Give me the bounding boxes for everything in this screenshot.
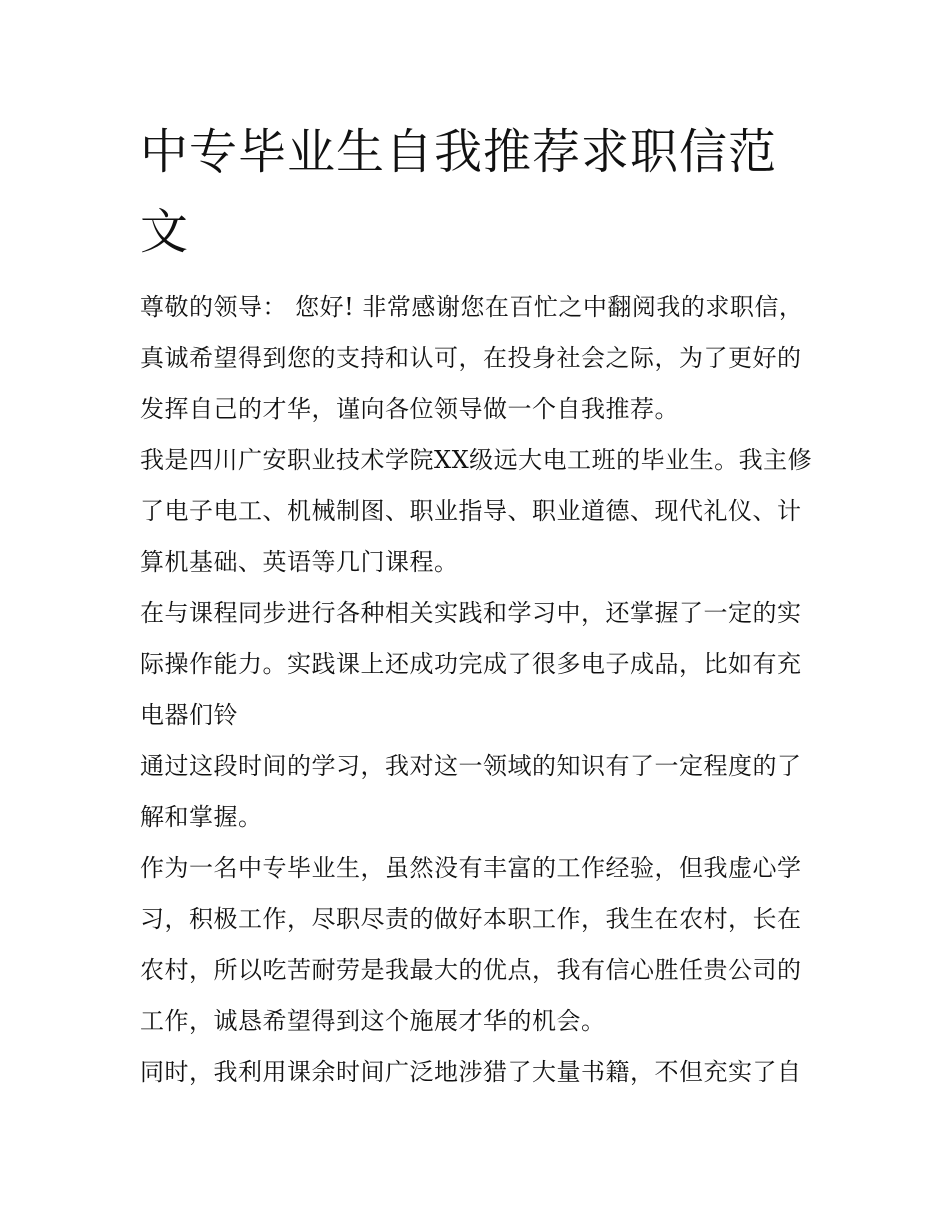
paragraph-reading: 同时，我利用课余时间广泛地涉猎了大量书籍，不但充实了自 bbox=[140, 1058, 802, 1086]
paragraph-education: 我是四川广安职业技术学院XX级远大电工班的毕业生。我主修了电子电工、机械制图、职业指导、职业道德、现代礼仪、计算机基础、英语等几门课程。 bbox=[140, 446, 813, 576]
paragraph-strengths: 作为一名中专毕业生，虽然没有丰富的工作经验，但我虚心学习，积极工作，尽职尽责的做好本职工作，我生在农村，长在农村，所以吃苦耐劳是我最大的优点，我有信心胜任贵公司的工作，诚恳希望得到这个施展才华的机会。 bbox=[140, 854, 802, 1035]
paragraph-practice: 在与课程同步进行各种相关实践和学习中，还掌握了一定的实际操作能力。实践课上还成功完成了很多电子成品，比如有充电器们铃 bbox=[140, 599, 802, 729]
paragraph-knowledge: 通过这段时间的学习，我对这一领域的知识有了一定程度的了解和掌握。 bbox=[140, 752, 802, 831]
paragraph-greeting: 尊敬的领导： 您好! 非常感谢您在百忙之中翻阅我的求职信，真诚希望得到您的支持和认可，在投身社会之际，为了更好的发挥自己的才华，谨向各位领导做一个自我推荐。 bbox=[140, 293, 804, 423]
document-title: 中专毕业生自我推荐求职信范文 bbox=[140, 124, 778, 260]
document-body bbox=[140, 112, 820, 1098]
